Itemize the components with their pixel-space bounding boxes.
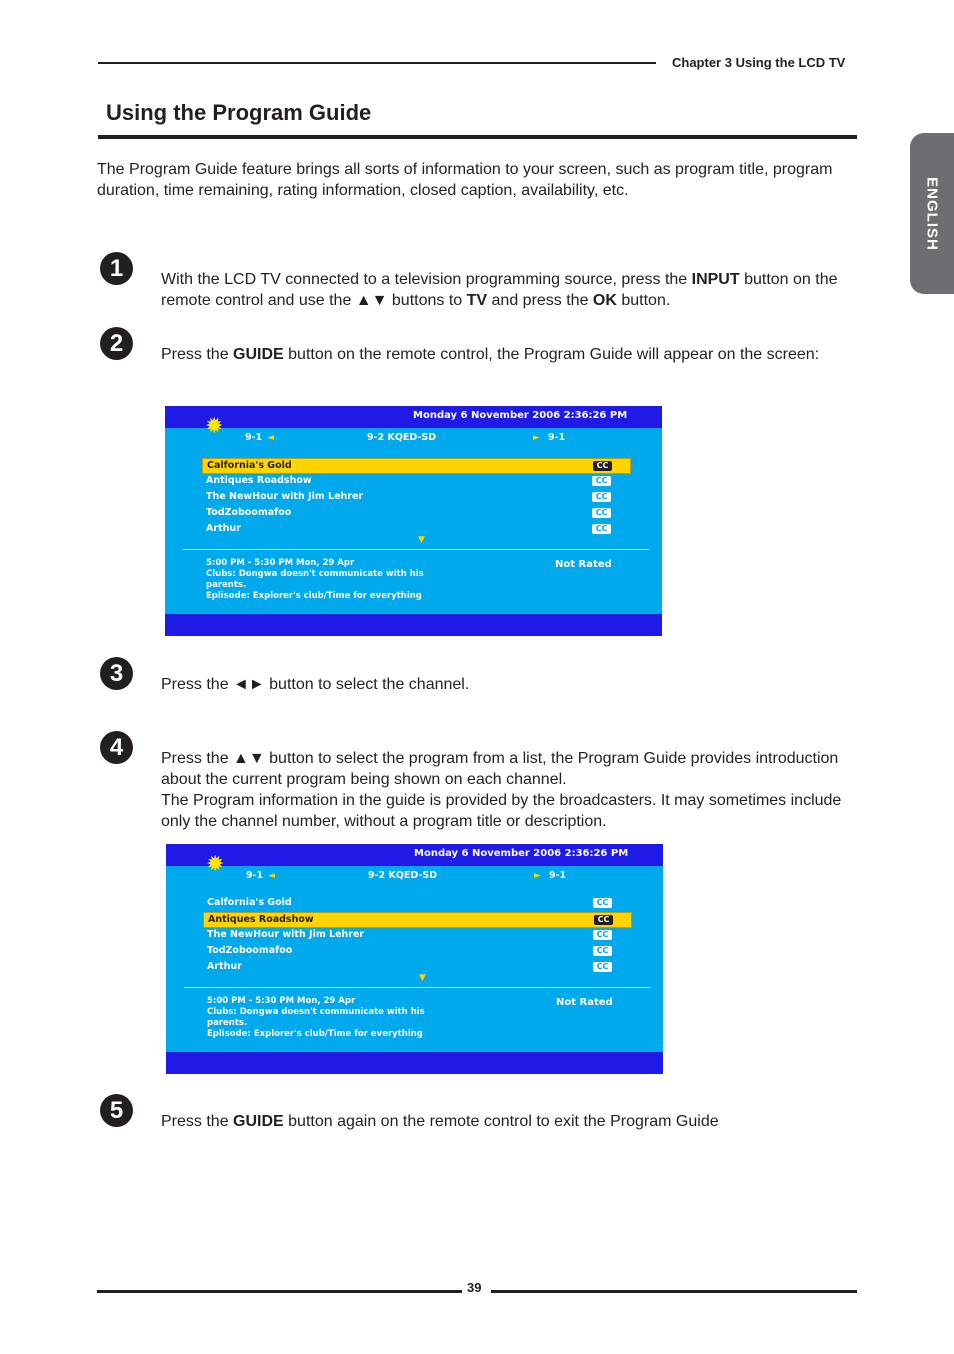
closed-caption-badge: CC	[592, 492, 611, 502]
closed-caption-badge: CC	[592, 508, 611, 518]
down-arrow-icon: ▼	[419, 973, 426, 983]
program-guide-screen-2	[166, 844, 663, 1074]
closed-caption-badge: CC	[593, 962, 612, 972]
language-tab: ENGLISH	[910, 133, 954, 294]
program-title: Calfornia's Gold	[207, 460, 292, 471]
program-title: The NewHour with Jim Lehrer	[206, 491, 364, 502]
left-arrow-icon: ◄	[267, 433, 274, 443]
guide-datetime: Monday 6 November 2006 2:36:26 PM	[414, 848, 629, 859]
program-row	[203, 960, 630, 974]
program-row	[203, 944, 630, 958]
program-row	[203, 912, 632, 928]
header-rule	[98, 62, 656, 64]
guide-footer-bar	[166, 1052, 663, 1074]
program-info: 5:00 PM - 5:30 PM Mon, 29 Apr Clubs: Dongwa doesn't communicate with his parents. Eplisode: Explorer's club/Time for everything	[206, 558, 424, 601]
chapter-label: Chapter 3 Using the LCD TV	[672, 55, 846, 70]
program-title: Antiques Roadshow	[208, 914, 314, 925]
right-arrow-icon: ►	[534, 871, 541, 881]
step-4-text: Press the ▲▼ button to select the program from a list, the Program Guide provides introduction about the current program being shown on each channel. The Program information in the guide is provided by the broadcasters. It may sometimes include only the channel number, without a program title or description.	[161, 750, 842, 830]
program-row	[202, 474, 629, 488]
closed-caption-badge: CC	[594, 915, 613, 925]
guide-header-bar	[165, 406, 662, 428]
step-number-3: 3	[100, 657, 133, 690]
program-title: Calfornia's Gold	[207, 897, 292, 908]
guide-footer-bar	[165, 614, 662, 636]
closed-caption-badge: CC	[593, 898, 612, 908]
program-row	[203, 928, 630, 942]
guide-divider	[183, 549, 649, 550]
left-arrow-icon: ◄	[268, 871, 275, 881]
closed-caption-badge: CC	[592, 524, 611, 534]
guide-datetime: Monday 6 November 2006 2:36:26 PM	[413, 410, 628, 421]
program-row	[202, 490, 629, 504]
program-title: Antiques Roadshow	[206, 475, 312, 486]
step-number-5: 5	[100, 1094, 133, 1127]
program-row	[202, 506, 629, 520]
rating-label: Not Rated	[556, 997, 613, 1008]
program-info: 5:00 PM - 5:30 PM Mon, 29 Apr Clubs: Dongwa doesn't communicate with his parents. Eplisode: Explorer's club/Time for everything	[207, 996, 425, 1039]
page-number: 39	[467, 1280, 482, 1295]
prev-channel: 9-1	[245, 432, 263, 443]
right-arrow-icon: ►	[533, 433, 540, 443]
program-row	[203, 896, 630, 910]
step-1-text: With the LCD TV connected to a television programming source, press the INPUT button on the remote control and use the ▲▼ buttons to TV and press the OK button.	[161, 271, 838, 309]
gear-icon: ✹	[205, 414, 224, 439]
program-title: Arthur	[207, 961, 242, 972]
gear-icon: ✹	[206, 852, 225, 877]
step-2-text: Press the GUIDE button on the remote control, the Program Guide will appear on the screen:	[161, 346, 820, 363]
footer-rule-left	[97, 1290, 462, 1293]
program-guide-screen-1	[165, 406, 662, 636]
step-number-2: 2	[100, 327, 133, 360]
program-title: TodZoboomafoo	[207, 945, 293, 956]
next-channel: 9-1	[549, 870, 567, 881]
step-number-1: 1	[100, 252, 133, 285]
current-channel: 9-2 KQED-SD	[367, 432, 437, 443]
step-number-4: 4	[100, 731, 133, 764]
intro-paragraph: The Program Guide feature brings all sorts of information to your screen, such as program title, program duration, time remaining, rating information, closed caption, availability, etc.	[97, 161, 833, 199]
step-3-text: Press the ◄► button to select the channel.	[161, 676, 470, 693]
guide-divider	[184, 987, 650, 988]
down-arrow-icon: ▼	[418, 535, 425, 545]
closed-caption-badge: CC	[592, 476, 611, 486]
program-title: The NewHour with Jim Lehrer	[207, 929, 365, 940]
closed-caption-badge: CC	[593, 946, 612, 956]
step-5-text: Press the GUIDE button again on the remote control to exit the Program Guide	[161, 1113, 719, 1130]
closed-caption-badge: CC	[593, 461, 612, 471]
program-title: Arthur	[206, 523, 241, 534]
title-rule	[98, 135, 857, 139]
prev-channel: 9-1	[246, 870, 264, 881]
footer-rule-right	[491, 1290, 857, 1293]
page-title: Using the Program Guide	[106, 100, 372, 125]
rating-label: Not Rated	[555, 559, 612, 570]
guide-header-bar	[166, 844, 663, 866]
program-row	[202, 458, 631, 474]
closed-caption-badge: CC	[593, 930, 612, 940]
current-channel: 9-2 KQED-SD	[368, 870, 438, 881]
program-title: TodZoboomafoo	[206, 507, 292, 518]
program-row	[202, 522, 629, 536]
next-channel: 9-1	[548, 432, 566, 443]
